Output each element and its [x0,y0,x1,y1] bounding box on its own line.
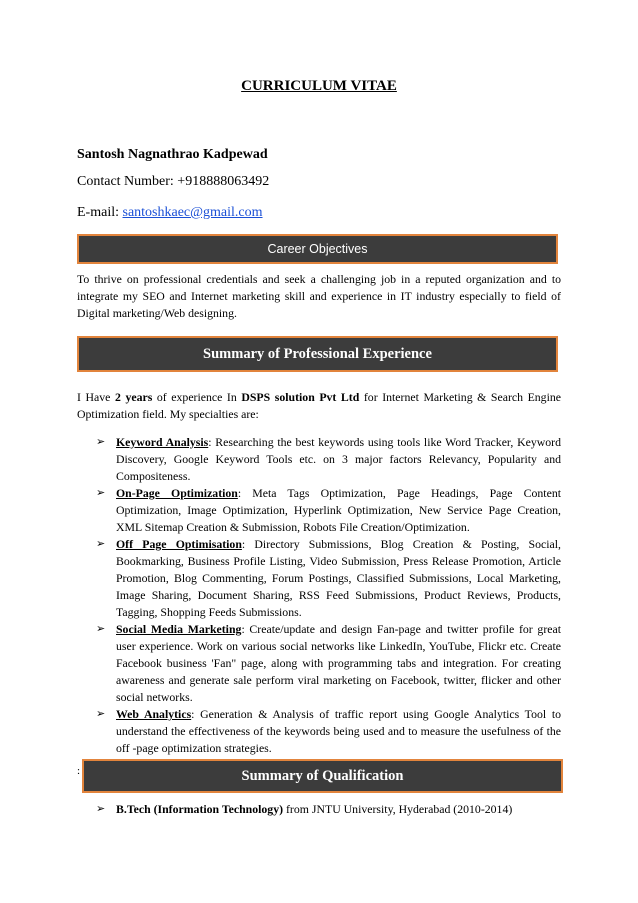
specialty-title: Keyword Analysis [116,435,209,449]
specialty-title: Web Analytics [116,707,192,721]
arrow-bullet-icon: ➢ [96,708,106,720]
list-item [96,485,561,536]
specialty-title: Social Media Marketing [116,622,242,636]
email-line [77,205,263,221]
contact-number: Contact Number: +918888063492 [77,174,270,189]
specialty-title: On-Page Optimization [116,486,238,500]
degree-title: B.Tech (Information Technology) [116,802,284,816]
list-item [96,621,561,706]
arrow-bullet-icon: ➢ [96,436,106,448]
stray-colon: : [77,765,81,777]
specialties-list [96,434,561,757]
list-item [96,801,561,818]
degree-details: from JNTU University, Hyderabad (2010-2014) [283,802,513,816]
specialty-title: Off Page Optimisation [116,537,242,551]
professional-experience-heading [77,336,558,372]
career-objectives-text: To thrive on professional credentials and seek a challenging job in a reputed organization and to integrate my SEO and Internet marketing skill and experience in IT industry especially to field of Digital marketing/Web designing. [77,272,561,320]
career-objectives-title: Career Objectives [267,242,368,256]
qualification-list [96,801,561,818]
email-label: E-mail: [77,205,123,220]
company-name: DSPS solution Pvt Ltd [241,390,360,404]
arrow-bullet-icon: ➢ [96,487,106,499]
email-link[interactable]: santoshkaec@gmail.com [122,205,263,220]
experience-intro: I Have 2 years of experience In DSPS solution Pvt Ltd for Internet Marketing & Search Engine Optimization field. My specialties are: [77,390,561,421]
career-objectives-heading [77,234,558,264]
specialty-text: : Directory Submissions, Blog Creation & Posting, Social, Bookmarking, Business Profile Listing, Video Submission, Press Release Promotion, Article Promotion, Blog Commenting, Forum Postings, Classified Submissions, Local Marketing, Image Sharing, Document Sharing, RSS Feed Submissions, Product Reviews, Products, Tagging, Shopping Feeds Submissions. [116,537,561,619]
list-item [96,434,561,485]
specialty-text: : Researching the best keywords using tools like Word Tracker, Keyword Discovery, Google Keyword Tools etc. on 3 major factors Relevancy, Popularity and Compositeness. [116,435,561,483]
specialty-text: : Create/update and design Fan-page and twitter profile for great user experience. Work on various social networks like LinkedIn, YouTube, Flickr etc. Create Facebook business 'Fan" page, along with programming tabs and integration. For creating awareness and generate sale perform viral marketing on Facebook, twitter, flicker and other social networks. [116,622,562,704]
qualification-heading [82,759,563,793]
document-title: CURRICULUM VITAE [241,78,397,94]
professional-experience-title: Summary of Professional Experience [203,346,432,362]
arrow-bullet-icon: ➢ [96,623,106,635]
qualification-title: Summary of Qualification [241,768,404,784]
arrow-bullet-icon: ➢ [96,803,106,815]
specialty-text: : Generation & Analysis of traffic report using Google Analytics Tool to understand the effectiveness of the keywords being used and to measure the usefulness of the off -page optimization strategies. [116,707,561,755]
arrow-bullet-icon: ➢ [96,538,106,550]
experience-years: 2 years [114,390,153,404]
specialty-text: : Meta Tags Optimization, Page Headings, Page Content Optimization, Image Optimization, Hyperlink Optimization, New Service Page Creation, XML Sitemap Creation & Submission, Robots File Creation/Optimization. [116,486,562,534]
list-item [96,706,561,757]
candidate-name: Santosh Nagnathrao Kadpewad [77,147,268,162]
list-item [96,536,561,621]
